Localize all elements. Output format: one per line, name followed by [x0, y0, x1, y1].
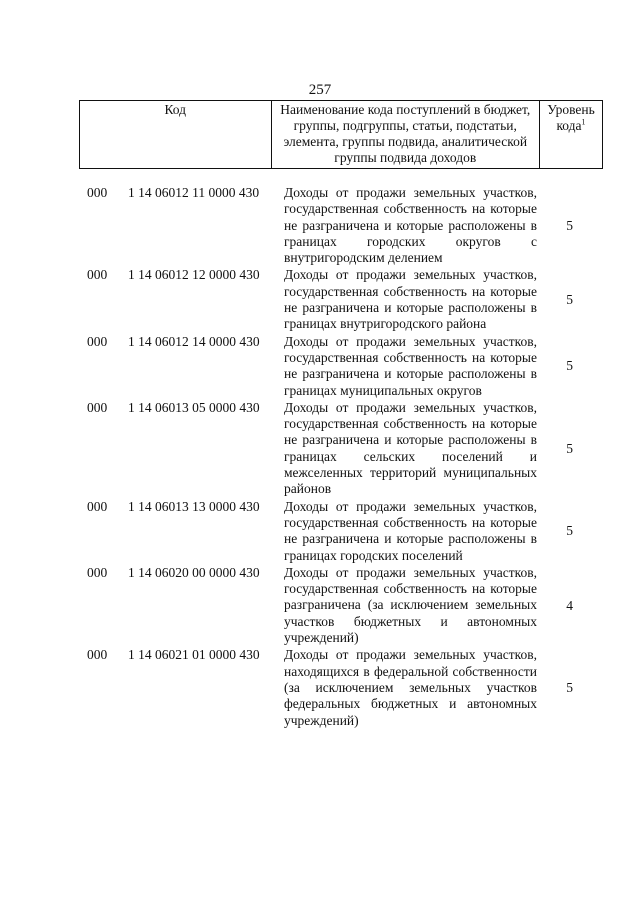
table-row — [79, 334, 603, 399]
row-name: Доходы от продажи земельных участков, государственная собственность на которые не разграничена и которые расположены в границах внутригородского района — [284, 267, 537, 332]
row-code: 1 14 06013 05 0000 430 — [128, 399, 260, 415]
page-number: 257 — [308, 82, 332, 98]
row-level: 5 — [566, 440, 573, 456]
row-name: Доходы от продажи земельных участков, государственная собственность на которые не разграничена и которые расположены в границах городских поселений — [284, 498, 537, 563]
row-name: Доходы от продажи земельных участков, государственная собственность на которые разграничена (за исключением земельных участков бюджетных и автономных учреждений) — [284, 564, 537, 646]
table-row — [79, 499, 603, 564]
row-code: 1 14 06012 14 0000 430 — [128, 333, 260, 349]
row-group: 000 — [87, 564, 108, 580]
row-group: 000 — [87, 498, 108, 514]
row-group: 000 — [87, 333, 108, 349]
row-level: 5 — [566, 291, 573, 307]
row-level: 5 — [566, 217, 573, 233]
row-group: 000 — [87, 399, 108, 415]
row-level: 5 — [566, 679, 573, 695]
header-level — [540, 101, 603, 169]
row-name: Доходы от продажи земельных участков, государственная собственность на которые не разграничена и которые расположены в границах сельских поселений и межселенных территорий муниципальных районов — [284, 399, 537, 497]
row-code: 1 14 06013 13 0000 430 — [128, 498, 260, 514]
table-row — [79, 400, 603, 498]
row-group: 000 — [87, 185, 108, 200]
table-row — [79, 267, 603, 332]
row-code: 1 14 06012 11 0000 430 — [128, 185, 260, 200]
table-row — [79, 565, 603, 646]
table-body — [79, 185, 603, 730]
row-level: 4 — [566, 597, 573, 613]
table-header — [79, 100, 603, 169]
row-group: 000 — [87, 647, 108, 663]
row-group: 000 — [87, 267, 108, 283]
header-name: Наименование кода поступлений в бюджет, группы, подгруппы, статьи, подстатьи, элемента, группы подвида, аналитической группы подвида доходов — [271, 101, 539, 169]
table-row — [79, 647, 603, 728]
row-code: 1 14 06012 12 0000 430 — [128, 267, 260, 283]
row-name: Доходы от продажи земельных участков, государственная собственность на которые не разграничена и которые расположены в границах муниципальных округов — [284, 333, 537, 398]
row-level: 5 — [566, 358, 573, 374]
header-code: Код — [80, 101, 272, 169]
row-name: Доходы от продажи земельных участков, находящихся в федеральной собственности (за исключением земельных участков федеральных бюджетных и автономных учреждений) — [284, 647, 537, 728]
footnote-mark: 1 — [581, 117, 586, 127]
row-name: Доходы от продажи земельных участков, государственная собственность на которые не разграничена и которые расположены в границах городских округов с внутригородским делением — [284, 185, 537, 266]
table-row — [79, 185, 603, 266]
row-code: 1 14 06021 01 0000 430 — [128, 647, 260, 663]
header-level-label: Уровень кода — [547, 102, 595, 133]
row-code: 1 14 06020 00 0000 430 — [128, 564, 260, 580]
row-level: 5 — [566, 523, 573, 539]
